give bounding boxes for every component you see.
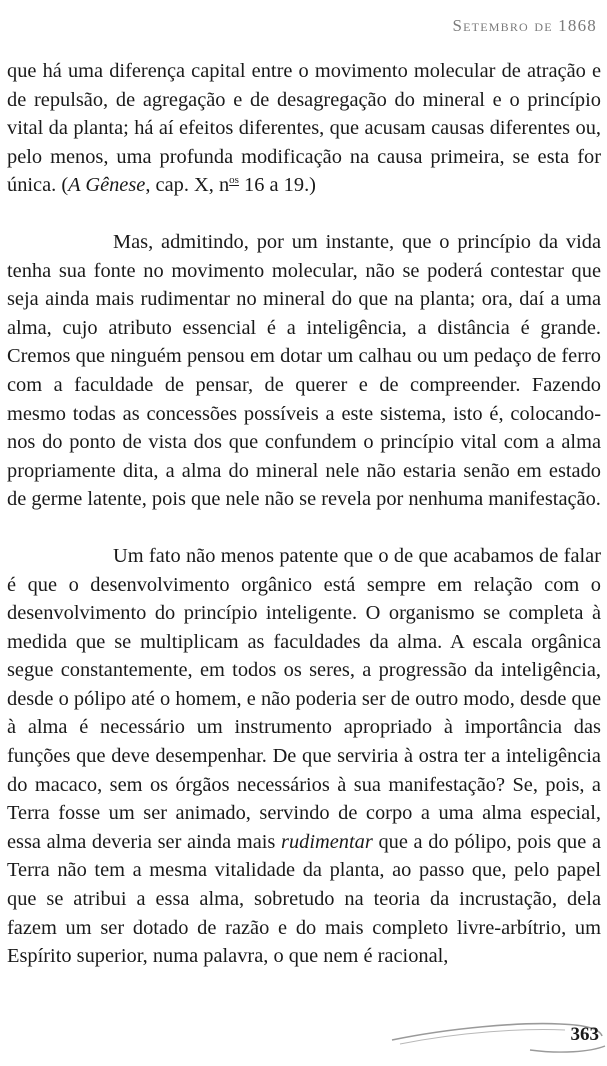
paragraph-3 — [7, 542, 601, 971]
running-header: Setembro de 1868 — [452, 16, 597, 35]
body-text — [7, 57, 601, 971]
paragraph-1-citation-end: 16 a 19.) — [238, 174, 316, 197]
swoosh-ornament-icon — [0, 1010, 607, 1066]
paragraph-2: Mas, admitindo, por um instante, que o princípio da vida tenha sua fonte no movimento molecular, não se poderá contestar que seja ainda mais rudimentar no mineral do que na planta; ora, daí a uma alma, cujo atributo essencial é a inteligência, a distância é grande. Cremos que ninguém pensou em dotar um calhau ou um pedaço de ferro com a faculdade de pensar, de querer e de compreender. Fazendo mesmo todas as concessões possíveis a este sistema, isto é, colocando-nos do ponto de vista dos que confundem o princípio vital com a alma propriamente dita, a alma do mineral nele não estaria senão em estado de germe latente, pois que nele não se revela por nenhuma manifestação. — [7, 230, 601, 511]
paragraph-1-text: que há uma diferença capital entre o movimento molecular de atração e de repulsão, de agregação e de desagregação do mineral e o princípio vital da planta; há aí efeitos diferentes, que acusam causas diferentes ou, pelo menos, uma profunda modificação na causa primeira, se esta for única. ( — [7, 60, 601, 197]
emphasis-word: rudimentar — [281, 830, 373, 853]
page-number: 363 — [570, 1024, 599, 1045]
paragraph-1-citation: , cap. X, n — [145, 174, 230, 197]
book-title: A Gênese — [68, 174, 146, 197]
paragraph-gap — [7, 514, 601, 542]
paragraph-1 — [7, 57, 601, 200]
paragraph-3-text-end: que a do pólipo, pois que a Terra não tem a mesma vitalidade da planta, ao passo que, pelo papel que se atribui a essa alma, sobretudo na teoria da incrustação, dela fazem um ser dotado de razão e do mais completo livre-arbítrio, um Espírito superior, numa palavra, o que nem é racional, — [7, 830, 601, 968]
paragraph-3-text: Um fato não menos patente que o de que acabamos de falar é que o desenvolvimento orgânico está sempre em relação com o desenvolvimento do princípio inteligente. O organismo se completa à medida que se multiplicam as faculdades da alma. A escala orgânica segue constantemente, em todos os seres, a progressão da inteligência, desde o pólipo até o homem, e não poderia ser de outro modo, desde que à alma é necessário um instrumento apropriado à importância das funções que deve desempenhar. De que serviria à ostra ter a inteligência do macaco, sem os órgãos necessários à sua manifestação? Se, pois, a Terra fosse um ser animado, servindo de corpo a uma alma especial, essa alma deveria ser ainda mais — [7, 544, 601, 853]
page-footer-ornament — [0, 1010, 607, 1066]
paragraph-gap — [7, 200, 601, 228]
ordinal-superscript: os — [229, 174, 239, 187]
